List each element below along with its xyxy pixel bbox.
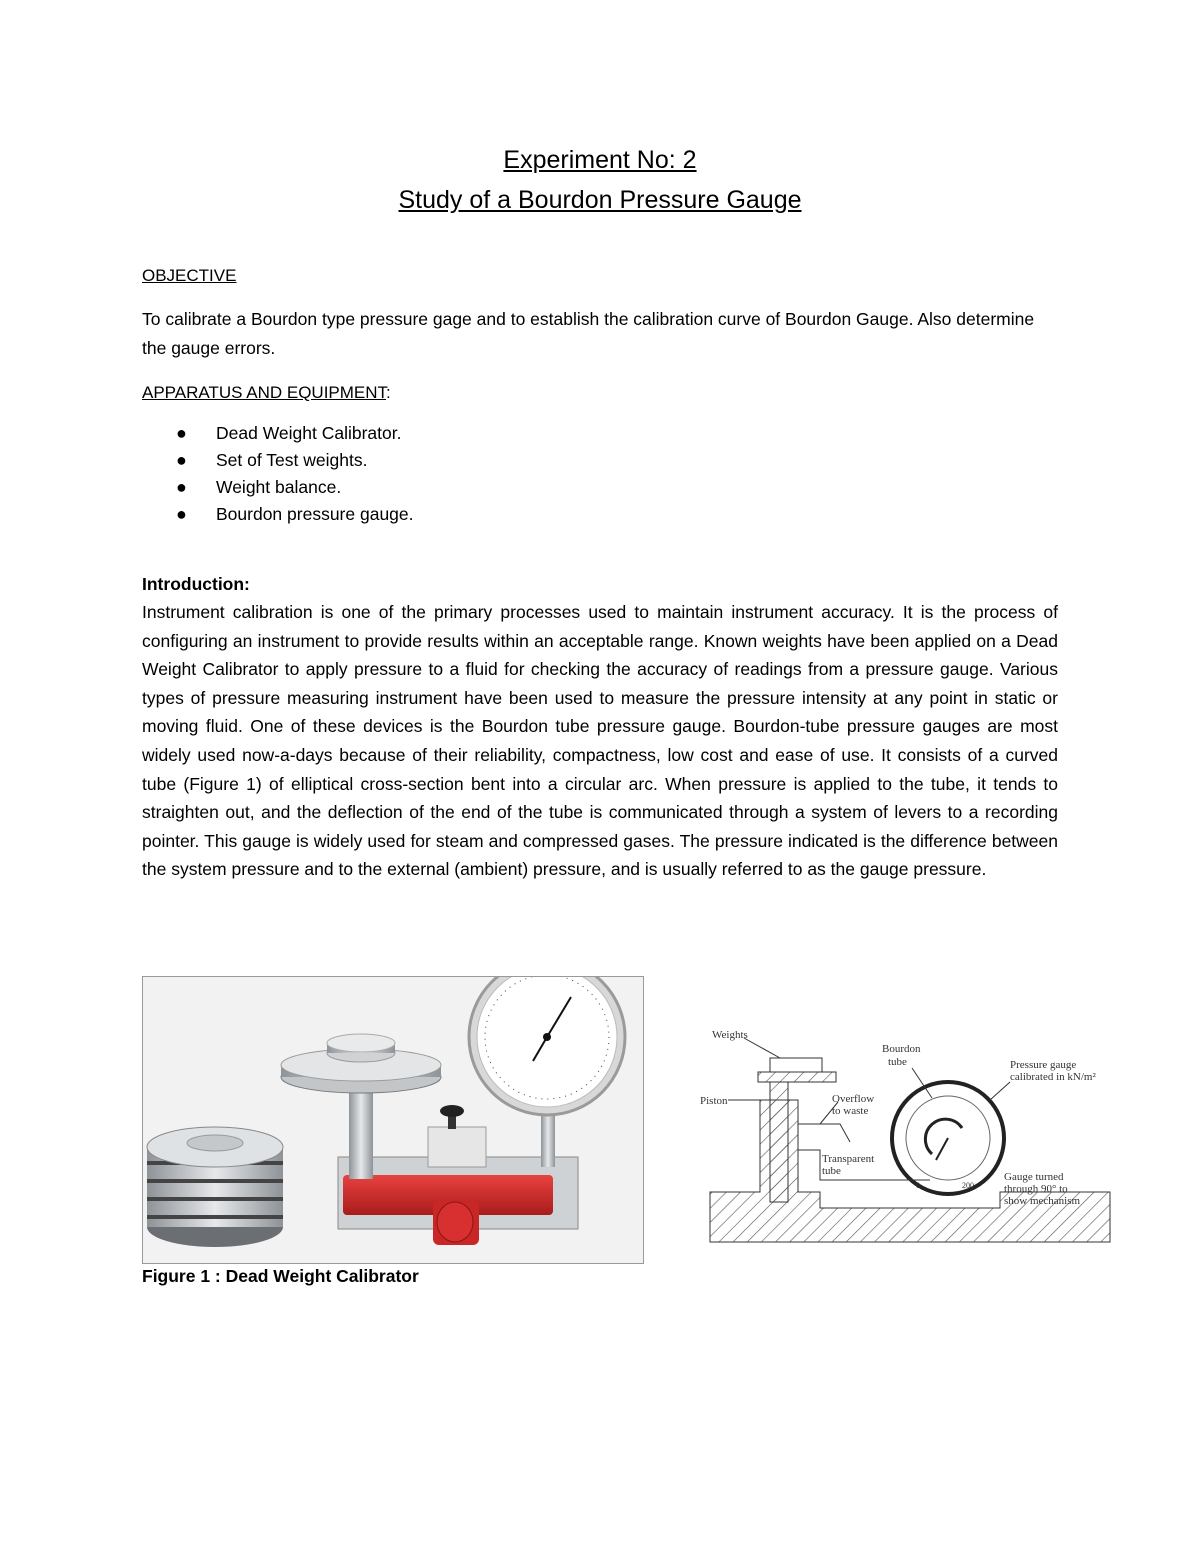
list-item-text: Bourdon pressure gauge. [216,504,414,524]
label-scale-zero: 0 [916,1181,920,1190]
list-item [142,501,414,528]
label-bourdon-2: tube [888,1056,907,1068]
bourdon-schematic [700,1020,1120,1250]
label-gauge-turned-2: through 90° to [1004,1183,1068,1195]
objective-text: To calibrate a Bourdon type pressure gage and to establish the calibration curve of Bourdon Gauge. Also determine the gauge errors. [142,309,1035,358]
apparatus-heading-colon: : [386,383,391,402]
calibrator-photo [142,976,644,1264]
list-item [142,474,414,501]
label-gauge-turned-1: Gauge turned [1004,1171,1064,1183]
experiment-title: Study of a Bourdon Pressure Gauge [398,186,802,214]
label-gauge-turned-3: show mechanism [1004,1195,1081,1207]
bullet-icon: ● [176,423,187,443]
list-item [142,447,414,474]
experiment-number-title: Experiment No: 2 [503,146,697,174]
introduction-text: Instrument calibration is one of the primary processes used to maintain instrument accuracy. It is the process of configuring an instrument to provide results within an acceptable range. Known weights have been applied on a Dead Weight Calibrator to apply pressure to a fluid for checking the accuracy of readings from a pressure gauge. Various types of pressure measuring instrument have been used to measure the pressure intensity at any point in static or moving fluid. One of these devices is the Bourdon tube pressure gauge. Bourdon-tube pressure gauges are most widely used now-a-days because of their reliability, compactness, low cost and ease of use. It consists of a curved tube (Figure 1) of elliptical cross-section bent into a circular arc. When pressure is applied to the tube, it tends to straighten out, and the deflection of the end of the tube is communicated through a system of levers to a recording pointer. This gauge is widely used for steam and compressed gases. The pressure indicated is the difference between the system pressure and to the external (ambient) pressure, and is usually referred to as the gauge pressure. [142,602,1058,880]
weights-stack [147,1127,283,1247]
bullet-icon: ● [176,450,187,470]
pressure-gauge-dial [469,977,625,1115]
calibrator-illustration [143,977,643,1263]
bullet-icon: ● [176,477,187,497]
label-bourdon-1: Bourdon [882,1043,921,1055]
label-piston: Piston [700,1095,728,1107]
list-item-text: Set of Test weights. [216,450,368,470]
apparatus-heading: APPARATUS AND EQUIPMENT [142,383,387,402]
equipment-list [142,420,414,528]
objective-heading: OBJECTIVE [142,266,237,285]
label-scale-200: 200 [962,1181,974,1190]
introduction-heading: Introduction: [142,574,250,594]
apparatus-heading-wrap [142,383,391,403]
list-item [142,420,414,447]
label-weights: Weights [712,1029,748,1041]
label-gauge-cal-1: Pressure gauge [1010,1059,1077,1071]
bullet-icon: ● [176,504,187,524]
label-transparent-2: tube [822,1165,841,1177]
label-overflow-1: Overflow [832,1093,875,1105]
list-item-text: Weight balance. [216,477,342,497]
list-item-text: Dead Weight Calibrator. [216,423,402,443]
label-transparent-1: Transparent [822,1153,875,1165]
figure-caption: Figure 1 : Dead Weight Calibrator [142,1266,419,1286]
label-gauge-cal-2: calibrated in kN/m² [1010,1071,1096,1083]
label-overflow-2: to waste [832,1105,869,1117]
